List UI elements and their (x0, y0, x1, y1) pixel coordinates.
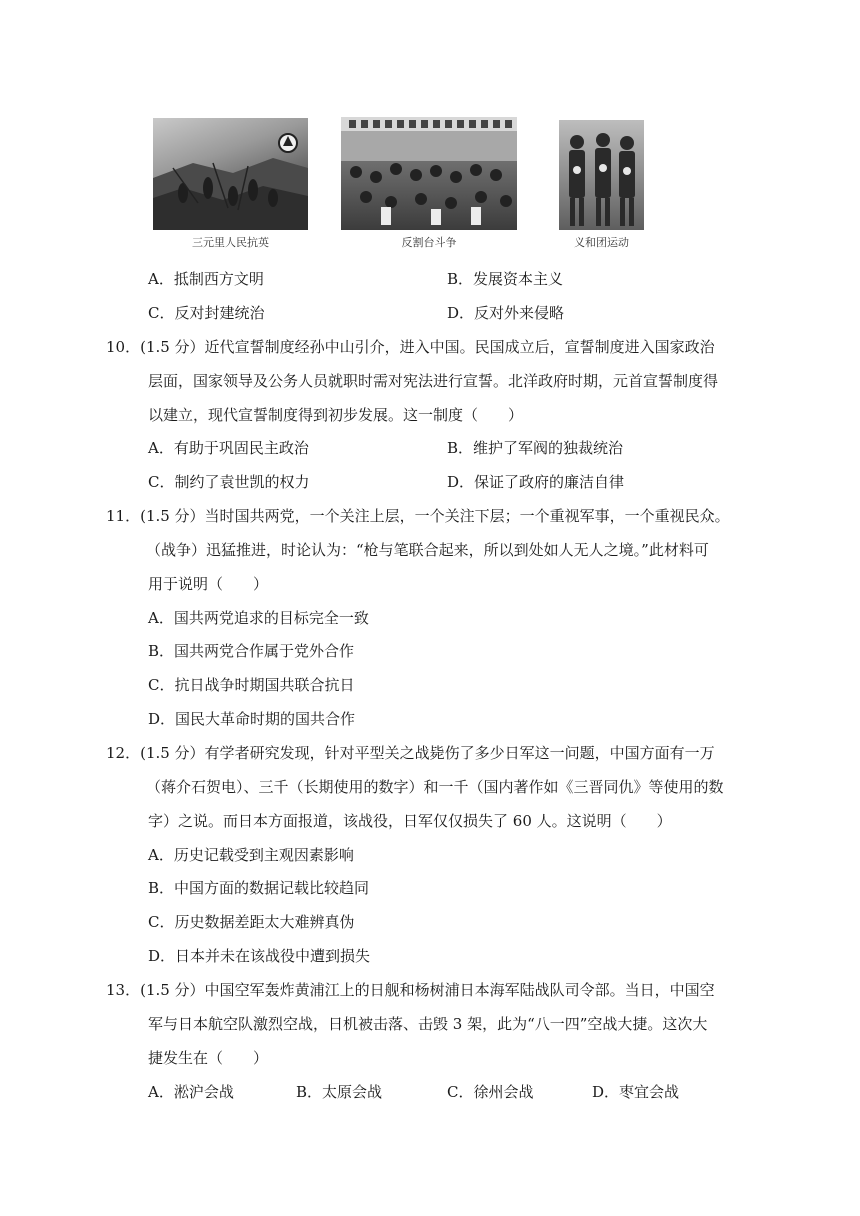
q12-stem-line-3: 字）之说。而日本方面报道，该战役，日军仅仅损失了 60 人。这说明（ ） (148, 812, 672, 830)
q13-option-c[interactable]: C．徐州会战 (447, 1083, 534, 1101)
caption-sanyuanli: 三元里人民抗英 (192, 236, 269, 249)
q12-option-d[interactable]: D．日本并未在该战役中遭到损失 (148, 947, 371, 965)
q12-option-b[interactable]: B．中国方面的数据记载比较趋同 (148, 879, 370, 897)
q11-option-d[interactable]: D．国民大革命时期的国共合作 (148, 710, 356, 728)
q12-option-a[interactable]: A．历史记载受到主观因素影响 (148, 846, 354, 864)
caption-fangetai: 反割台斗争 (401, 236, 457, 249)
q10-stem-line-2: 层面，国家领导及公务人员就职时需对宪法进行宣誓。北洋政府时期，元首宣誓制度得 (148, 372, 719, 390)
photo-yihetuan (559, 120, 644, 230)
q11-stem-line-2: （战争）迅猛推进，时论认为：“枪与笔联合起来，所以到处如人无人之境。”此材料可 (146, 541, 709, 559)
battle-scene-icon (153, 118, 308, 230)
q9-option-b[interactable]: B．发展资本主义 (447, 270, 564, 288)
q11-option-a[interactable]: A．国共两党追求的目标完全一致 (148, 609, 369, 627)
q9-option-a[interactable]: A．抵制西方文明 (148, 270, 264, 288)
q13-option-d[interactable]: D．枣宜会战 (592, 1083, 680, 1101)
photo-sanyuanli (153, 118, 308, 230)
q11-stem-line-3: 用于说明（ ） (148, 575, 269, 593)
q13-option-b[interactable]: B．太原会战 (296, 1083, 383, 1101)
q10-stem-line-3: 以建立，现代宣誓制度得到初步发展。这一制度（ ） (148, 406, 524, 424)
q10-option-d[interactable]: D．保证了政府的廉洁自律 (447, 473, 625, 491)
q10-option-a[interactable]: A．有助于巩固民主政治 (148, 439, 309, 457)
q13-stem-line-3: 捷发生在（ ） (148, 1049, 269, 1067)
crowd-poster-icon (341, 117, 517, 230)
q10-option-c[interactable]: C．制约了袁世凯的权力 (148, 473, 310, 491)
boxer-soldiers-icon (559, 120, 644, 230)
q13-option-a[interactable]: A．淞沪会战 (148, 1083, 234, 1101)
q11-option-b[interactable]: B．国共两党合作属于党外合作 (148, 642, 355, 660)
q9-option-c[interactable]: C．反对封建统治 (148, 304, 265, 322)
q10-option-b[interactable]: B．维护了军阀的独裁统治 (447, 439, 624, 457)
q10-stem-line-1: 10．(1.5 分）近代宣誓制度经孙中山引介，进入中国。民国成立后，宣誓制度进入国家政治 (106, 338, 715, 356)
q12-option-c[interactable]: C．历史数据差距太大难辨真伪 (148, 913, 355, 931)
q12-stem-line-1: 12．(1.5 分）有学者研究发现，针对平型关之战毙伤了多少日军这一问题，中国方面有一万 (106, 744, 715, 762)
q12-stem-line-2: （蒋介石贺电）、三千（长期使用的数字）和一千（国内著作如《三晋同仇》等使用的数 (146, 778, 724, 796)
photo-fangetai (341, 117, 517, 230)
q13-stem-line-1: 13．(1.5 分）中国空军轰炸黄浦江上的日舰和杨树浦日本海军陆战队司令部。当日，中国空 (106, 981, 715, 999)
q13-stem-line-2: 军与日本航空队激烈空战，日机被击落、击毁 3 架，此为“八一四”空战大捷。这次大 (148, 1015, 708, 1033)
q11-stem-line-1: 11．(1.5 分）当时国共两党，一个关注上层，一个关注下层；一个重视军事，一个重视民众。 (106, 507, 730, 525)
caption-yihetuan: 义和团运动 (574, 236, 629, 249)
q11-option-c[interactable]: C．抗日战争时期国共联合抗日 (148, 676, 355, 694)
q9-option-d[interactable]: D．反对外来侵略 (447, 304, 565, 322)
